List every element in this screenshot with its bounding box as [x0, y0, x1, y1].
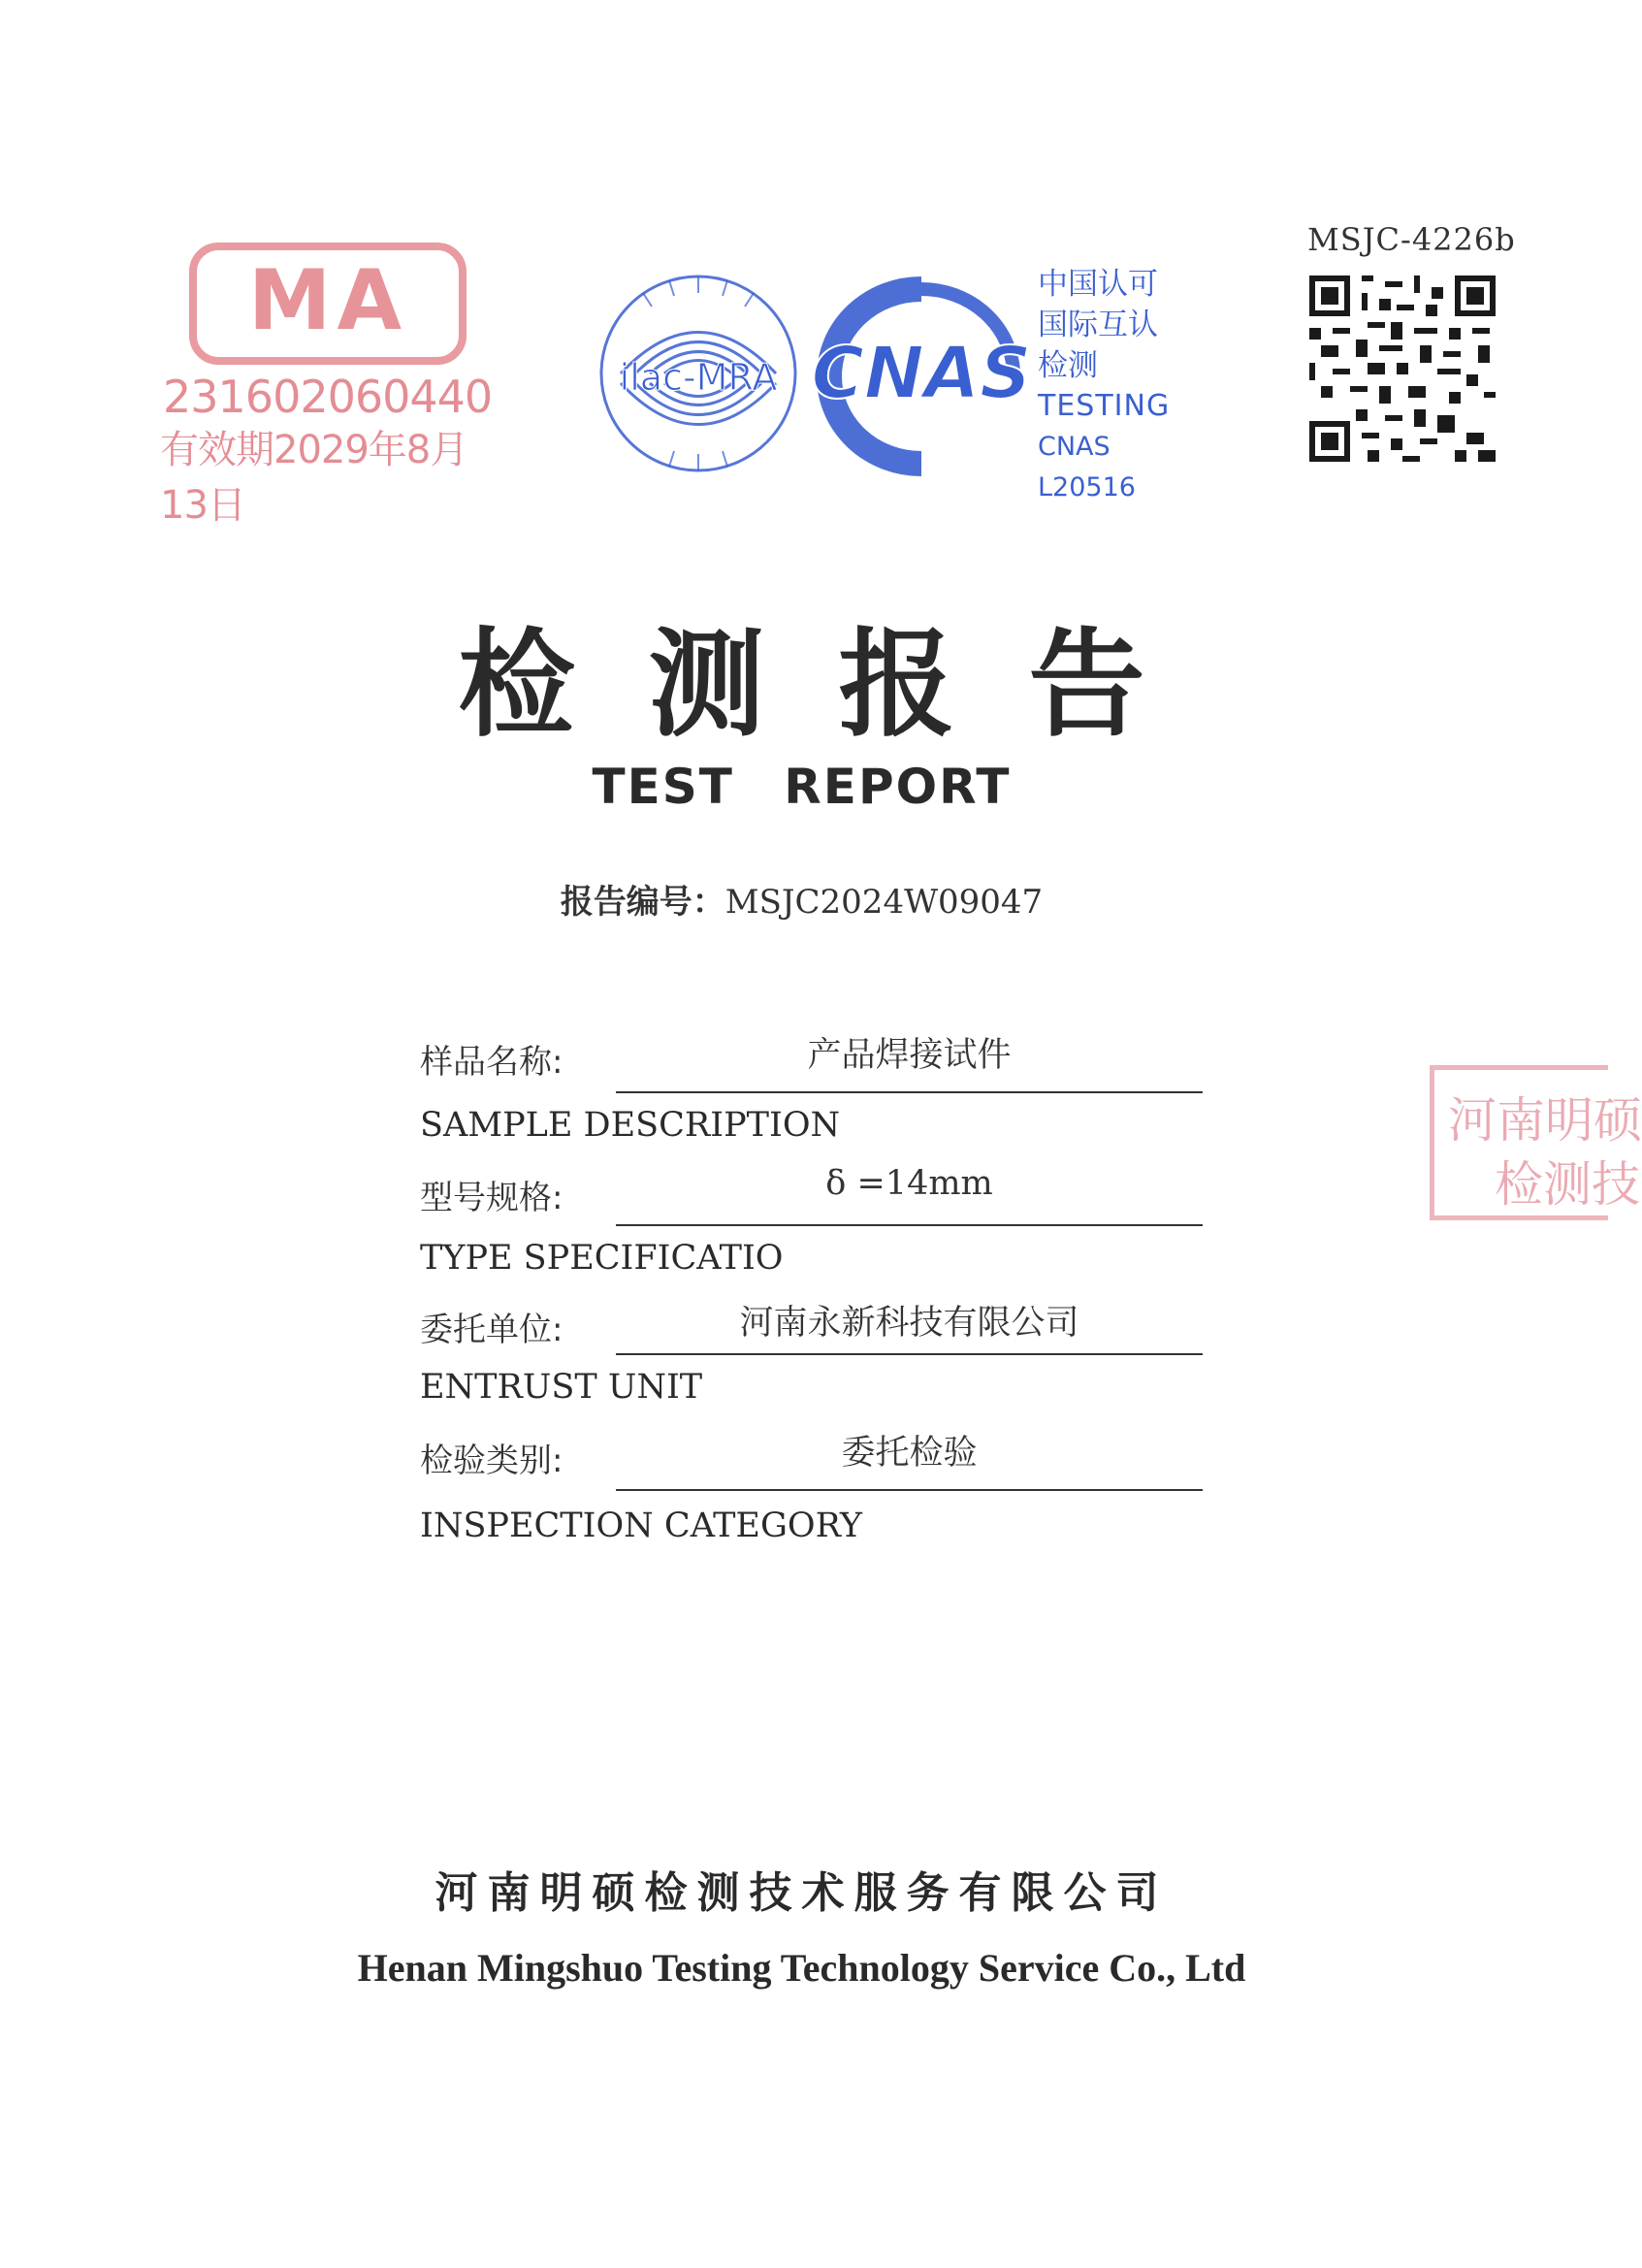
cma-stamp-letters: MA	[247, 252, 408, 349]
cnas-line-1: 中国认可	[1038, 267, 1158, 302]
field-underline-inspection	[616, 1489, 1203, 1491]
field-label-entrust: 委托单位:	[420, 1311, 563, 1349]
field-value-sample: 产品焊接试件	[807, 1036, 1012, 1075]
company-name-en: Henan Mingshuo Testing Technology Service Co., Ltd	[357, 1946, 1246, 1990]
cnas-text-block	[1038, 264, 1198, 508]
field-label-sample: 样品名称:	[420, 1043, 563, 1082]
field-underline-type	[616, 1224, 1203, 1226]
field-label-en-inspection: INSPECTION CATEGORY	[420, 1507, 862, 1545]
field-label-inspection: 检验类别:	[420, 1442, 563, 1480]
cnas-accreditation-number: CNAS L20516	[1038, 432, 1136, 502]
ilac-cnas-logo	[596, 262, 1198, 502]
field-label-en-type: TYPE SPECIFICATIO	[420, 1239, 784, 1278]
cnas-logo-icon	[800, 279, 1043, 473]
seal-text-line-2: 检测技	[1495, 1156, 1640, 1213]
cma-certificate-number: 231602060440	[163, 371, 493, 423]
field-value-inspection: 委托检验	[841, 1434, 978, 1473]
qr-label: MSJC-4226b	[1307, 221, 1516, 258]
field-label-type: 型号规格:	[420, 1179, 563, 1217]
cnas-line-3: 检测	[1038, 348, 1098, 383]
company-name-cn: 河南明硕检测技术服务有限公司	[435, 1868, 1169, 1918]
field-underline-sample	[616, 1091, 1203, 1093]
field-label-en-sample: SAMPLE DESCRIPTION	[420, 1106, 841, 1145]
cnas-testing: TESTING	[1038, 389, 1171, 423]
report-title-cn: 检测报告	[458, 616, 1219, 753]
report-number	[0, 875, 1603, 923]
field-value-type: δ =14mm	[825, 1164, 993, 1203]
report-title-en: TEST REPORT	[592, 759, 1012, 815]
field-value-entrust: 河南永新科技有限公司	[739, 1304, 1079, 1343]
cma-validity-date: 有效期2029年8月13日	[160, 428, 468, 528]
ilac-mra-logo-icon	[596, 272, 800, 475]
seal-text-line-1: 河南明硕	[1448, 1092, 1642, 1149]
company-seal-stamp	[1430, 1065, 1642, 1220]
cnas-label: CNAS	[811, 332, 1032, 415]
report-number-value: MSJC2024W09047	[724, 883, 1044, 922]
qr-code-icon[interactable]	[1309, 275, 1496, 462]
field-label-en-entrust: ENTRUST UNIT	[420, 1368, 703, 1407]
report-number-label: 报告编号：	[560, 883, 725, 922]
cma-stamp	[155, 243, 493, 528]
cnas-line-2: 国际互认	[1038, 308, 1158, 342]
field-underline-entrust	[616, 1353, 1203, 1355]
ilac-label: ilac-MRA	[619, 356, 778, 399]
